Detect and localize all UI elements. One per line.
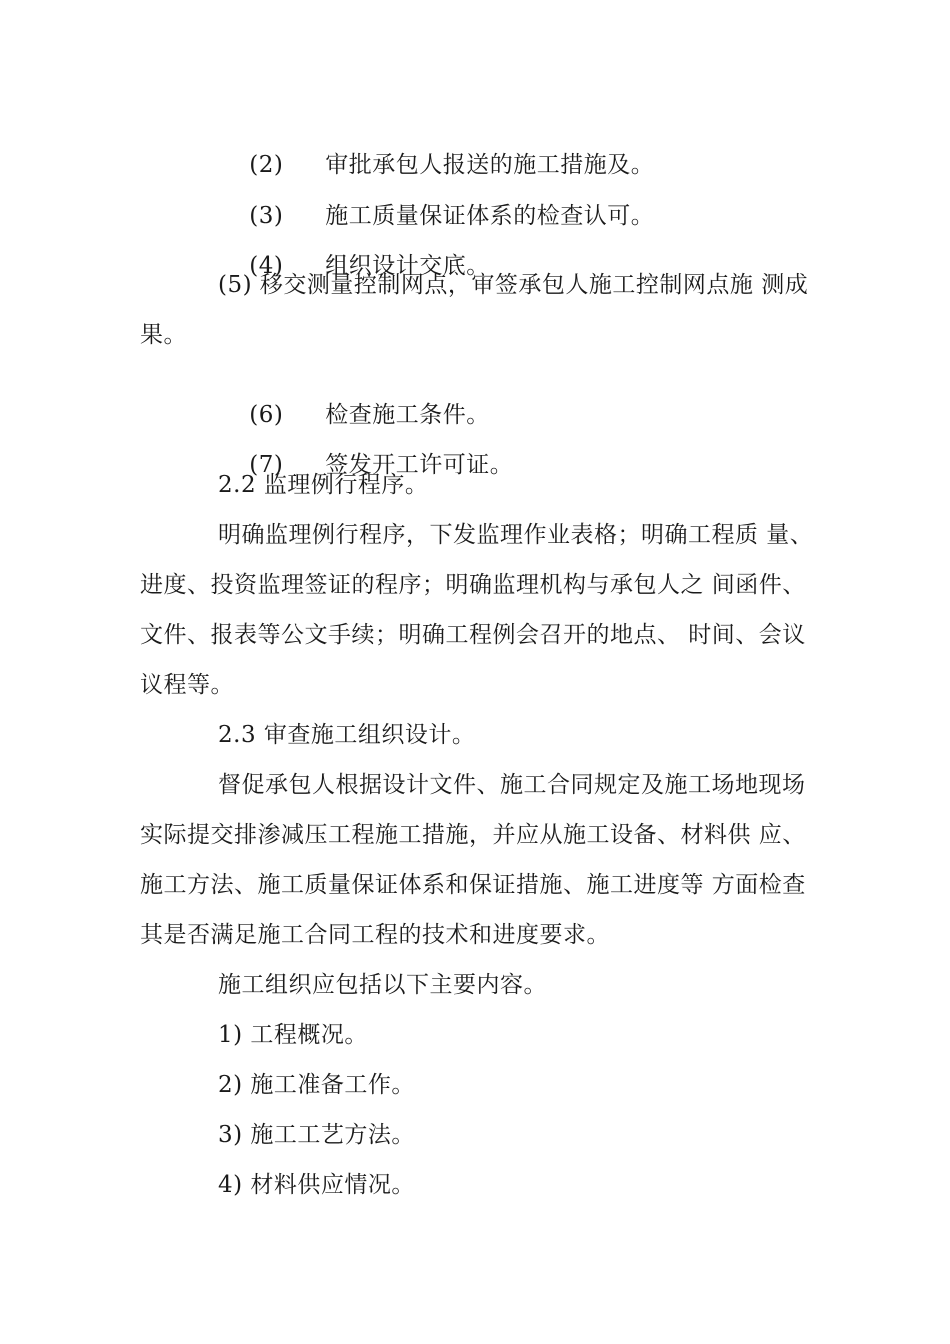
paragraph-line: 文件、报表等公文手续；明确工程例会召开的地点、 时间、会议: [140, 622, 806, 648]
item-number: (6): [249, 402, 284, 428]
paragraph-line: 明确监理例行程序，下发监理作业表格；明确工程质 量、: [218, 522, 814, 548]
content-list-item: 2) 施工准备工作。: [218, 1072, 415, 1098]
item-text: 签发开工许可证。: [325, 452, 514, 478]
paragraph-line: 督促承包人根据设计文件、施工合同规定及施工场地现场: [218, 772, 806, 798]
item-text: 组织设计交底。: [325, 253, 490, 279]
section-heading: 2.2 监理例行程序。: [218, 472, 429, 498]
paragraph-line: 进度、投资监理签证的程序；明确监理机构与承包人之 间函件、: [140, 572, 806, 598]
paragraph-line: 施工方法、施工质量保证体系和保证措施、施工进度等 方面检查: [140, 872, 806, 898]
content-list-item: 3) 施工工艺方法。: [218, 1122, 415, 1148]
item-number: (4): [249, 253, 284, 279]
paragraph-line: 其是否满足施工合同工程的技术和进度要求。: [140, 922, 610, 948]
content-list-item: 1) 工程概况。: [218, 1022, 368, 1048]
item-text: 检查施工条件。: [325, 402, 490, 428]
list-item-5-line2: 果。: [140, 322, 187, 348]
paragraph-line: 实际提交排渗减压工程施工措施，并应从施工设备、材料供 应、: [140, 822, 806, 848]
item-number: (7): [249, 452, 284, 478]
list-item-5-line1: (5) 移交测量控制网点，审签承包人施工控制网点施 测成: [218, 272, 809, 298]
item-number: (2): [249, 152, 284, 178]
paragraph-intro: 施工组织应包括以下主要内容。: [218, 972, 547, 998]
paragraph-line: 议程等。: [140, 672, 234, 698]
section-heading: 2.3 审查施工组织设计。: [218, 722, 476, 748]
item-text: 审批承包人报送的施工措施及。: [325, 152, 655, 178]
item-number: (3): [249, 203, 284, 229]
content-list-item: 4) 材料供应情况。: [218, 1172, 415, 1198]
item-text: 施工质量保证体系的检查认可。: [325, 203, 655, 229]
